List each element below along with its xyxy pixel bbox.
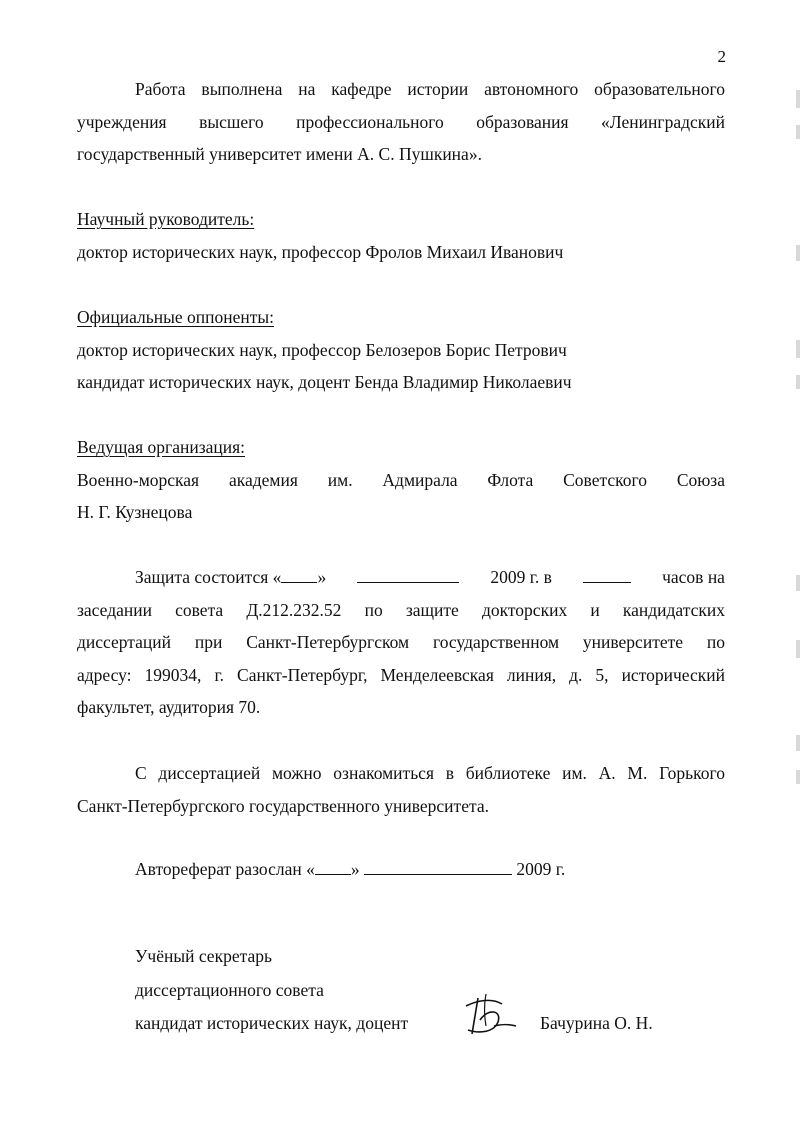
defense-text-a: Защита состоится « (135, 567, 282, 587)
defense-month-blank (357, 568, 459, 583)
defense-line-4: адресу: 199034, г. Санкт-Петербург, Менделеевская линия, д. 5, исторический (77, 664, 725, 685)
abstract-sent-line (77, 853, 725, 886)
opponents-section (77, 301, 725, 399)
defense-day-blank (281, 568, 317, 583)
library-line-2: Санкт-Петербургского государственного университета. (77, 795, 489, 816)
library-line-1: С диссертацией можно ознакомиться в библиотеке им. А. М. Горького (135, 763, 725, 783)
edge-mark (796, 340, 800, 358)
defense-line-3: диссертаций при Санкт-Петербургском государственном университете по (77, 632, 725, 652)
opponent-second: кандидат исторических наук, доцент Бенда Владимир Николаевич (77, 372, 572, 392)
edge-mark (796, 735, 800, 751)
abstract-sent-c: 2009 г. (516, 859, 566, 879)
edge-mark (796, 770, 800, 784)
edge-mark (796, 575, 800, 591)
handwritten-signature (458, 990, 518, 1040)
page-number: 2 (717, 47, 726, 66)
leading-org-line-2: Н. Г. Кузнецова (77, 502, 193, 522)
intro-line-1: Работа выполнена на кафедре истории автономного образовательного (135, 79, 725, 99)
scan-edge-marks (794, 0, 800, 1133)
intro-paragraph (77, 73, 725, 171)
edge-mark (796, 375, 800, 389)
defense-text-d: часов на (662, 567, 725, 587)
leading-org-section (77, 431, 725, 529)
defense-paragraph (77, 561, 725, 724)
edge-mark (796, 640, 800, 658)
edge-mark (796, 245, 800, 261)
intro-line-2: учреждения высшего профессионального образования «Ленинградский (77, 111, 725, 132)
supervisor-heading: Научный руководитель: (77, 209, 255, 229)
library-paragraph (77, 757, 725, 822)
abstract-sent-text (77, 853, 725, 886)
defense-line-1 (77, 561, 725, 594)
secretary-line-1: Учёный секретарь (135, 946, 272, 966)
defense-date-field (135, 561, 326, 594)
edge-mark (796, 90, 800, 108)
opponent-first: доктор исторических наук, профессор Белозеров Борис Петрович (77, 339, 567, 360)
abstract-sent-b: » (350, 859, 360, 879)
defense-line-2: заседании совета Д.212.232.52 по защите докторских и кандидатских (77, 599, 725, 620)
defense-text-b: » (317, 567, 327, 587)
leading-org-line-1: Военно-морская академия им. Адмирала Флота Советского Союза (77, 469, 725, 490)
abstract-sent-a: Автореферат разослан « (135, 859, 315, 879)
leading-org-heading: Ведущая организация: (77, 437, 246, 457)
supervisor-name: доктор исторических наук, профессор Фролов Михаил Иванович (77, 241, 564, 262)
defense-hour-blank (583, 568, 631, 583)
defense-line-5: факультет, аудитория 70. (77, 697, 261, 717)
supervisor-section (77, 203, 725, 268)
edge-mark (796, 125, 800, 139)
defense-text-c: 2009 г. в (490, 567, 552, 587)
secretary-line-3: кандидат исторических наук, доцент (135, 1013, 409, 1033)
secretary-line-2: диссертационного совета (135, 979, 324, 1000)
intro-line-3: государственный университет имени А. С. Пушкина». (77, 144, 482, 164)
secretary-name: Бачурина О. Н. (540, 1013, 653, 1033)
opponents-heading: Официальные оппоненты: (77, 307, 274, 327)
abstract-day-blank (315, 860, 351, 875)
abstract-month-blank (364, 860, 512, 875)
